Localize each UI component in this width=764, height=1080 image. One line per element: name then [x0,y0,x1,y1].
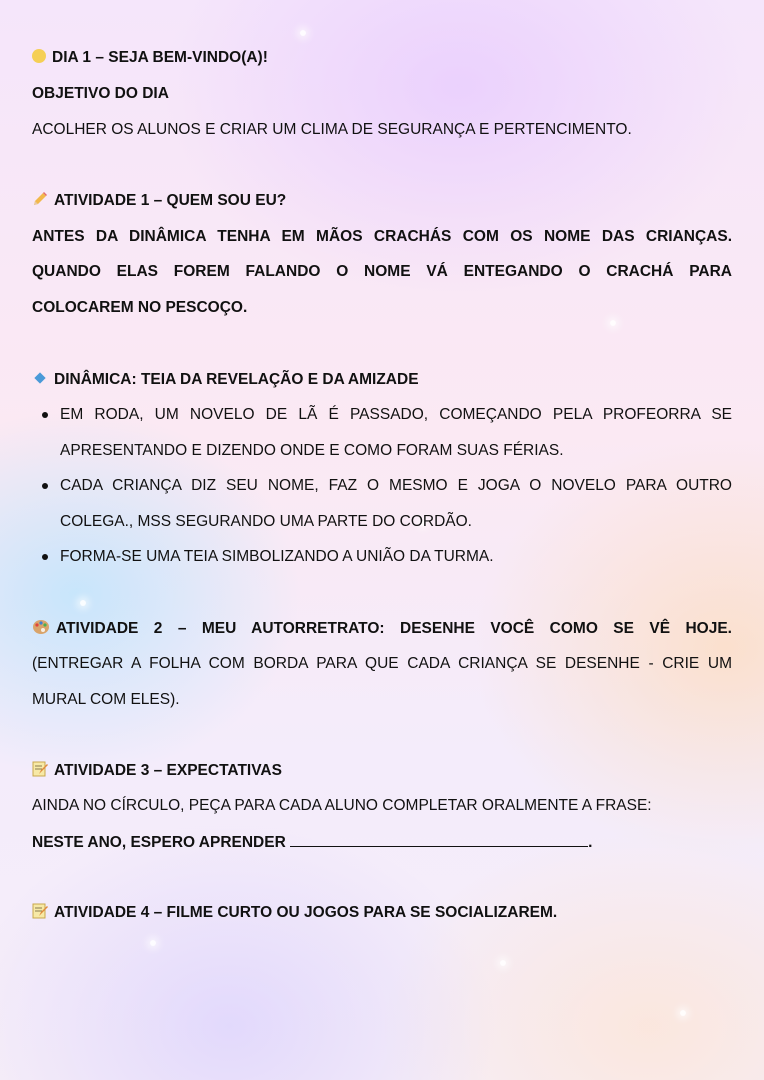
activity-3-title: ATIVIDADE 3 – EXPECTATIVAS [32,761,732,781]
list-item: CADA CRIANÇA DIZ SEU NOME, FAZ O MESMO E JOGA O NOVELO PARA OUTRO [60,477,732,494]
activity-1-line: ANTES DA DINÂMICA TENHA EM MÃOS CRACHÁS COM OS NOME DAS CRIANÇAS. [32,228,732,245]
sparkle-decoration [680,1010,686,1016]
bullet-icon [42,554,48,560]
palette-icon [32,619,50,635]
activity-2-title: ATIVIDADE 2 – MEU AUTORRETRATO: DESENHE VOCÊ COMO SE VÊ HOJE. [32,619,732,639]
list-item-continuation: COLEGA., MSS SEGURANDO UMA PARTE DO CORDÃO. [60,513,472,530]
list-item: EM RODA, UM NOVELO DE LÃ É PASSADO, COMEÇANDO PELA PROFEORRA SE [60,406,732,423]
sparkle-decoration [300,30,306,36]
activity-3-phrase: NESTE ANO, ESPERO APRENDER . [32,834,593,851]
memo-icon [32,761,48,777]
pencil-icon [32,191,48,207]
sparkle-decoration [610,320,616,326]
sparkle-decoration [80,600,86,606]
activity-2-line: MURAL COM ELES). [32,691,180,708]
activity-1-line: QUANDO ELAS FOREM FALANDO O NOME VÁ ENTEGANDO O CRACHÁ PARA [32,263,732,280]
list-item: FORMA-SE UMA TEIA SIMBOLIZANDO A UNIÃO DA TURMA. [60,548,494,565]
sun-icon [32,49,46,63]
activity-1-title: ATIVIDADE 1 – QUEM SOU EU? [32,191,732,211]
sparkle-decoration [500,960,506,966]
bullet-icon [42,483,48,489]
activity-1-line: COLOCAREM NO PESCOÇO. [32,299,248,316]
sparkle-decoration [150,940,156,946]
blue-diamond-icon [34,372,45,383]
list-item-continuation: APRESENTANDO E DIZENDO ONDE E COMO FORAM SUAS FÉRIAS. [60,442,564,459]
activity-2-line: (ENTREGAR A FOLHA COM BORDA PARA QUE CADA CRIANÇA SE DESENHE - CRIE UM [32,655,732,672]
activity-4-title: ATIVIDADE 4 – FILME CURTO OU JOGOS PARA SE SOCIALIZAREM. [32,903,732,923]
objective-label: OBJETIVO DO DIA [32,85,169,102]
memo-icon [32,903,48,919]
dynamic-title: DINÂMICA: TEIA DA REVELAÇÃO E DA AMIZADE [32,370,732,390]
activity-3-text: AINDA NO CÍRCULO, PEÇA PARA CADA ALUNO COMPLETAR ORALMENTE A FRASE: [32,797,652,814]
fill-in-blank [290,832,588,847]
bullet-icon [42,412,48,418]
objective-text: ACOLHER OS ALUNOS E CRIAR UM CLIMA DE SEGURANÇA E PERTENCIMENTO. [32,121,632,138]
day-title: DIA 1 – SEJA BEM-VINDO(A)! [32,48,732,68]
